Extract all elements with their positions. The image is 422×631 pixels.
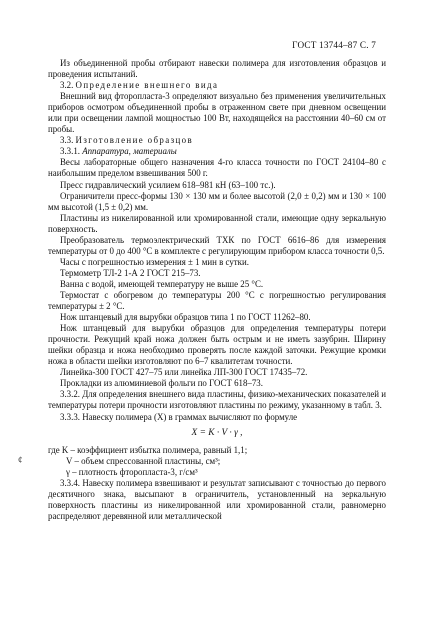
- paragraph-15: Прокладки из алюминиевой фольги по ГОСТ 618–73.: [60, 378, 263, 389]
- paragraph-10: Ванна с водой, имеющей температуру не выше 25 °С.: [60, 278, 264, 289]
- paragraph-13: Нож штанцевый для вырубки образцов для определения температуры потери прочности. Режущий край ножа должен быть острым и не иметь зазубрин. Ширину шейки образца и ножа необходимо проверять после каждой заточки. Режущие кромки ножа в области шейки изготовляют по 6–7 квалитетам точности.: [48, 323, 386, 367]
- section-3-3-heading: [48, 135, 386, 146]
- section-title: Аппаратура, материалы: [82, 146, 177, 157]
- section-title: Изготовление образцов: [75, 135, 194, 146]
- paragraph-5: Ограничители пресс-формы 130 × 130 мм и более высотой (2,0 ± 0,2) мм и 130 × 100 мм высотой (1,5 ± 0,2) мм.: [48, 190, 386, 212]
- paragraph-11: Термостат с обогревом до температуры 200 °С с погрешностью регулирования температуры ± 2 °С.: [48, 289, 386, 312]
- paragraph-6: Пластины из никелированной или хромированной стали, имеющие одну зеркальную поверхность.: [48, 212, 386, 234]
- document-body: [48, 58, 386, 522]
- section-3-3-1-heading: [48, 146, 386, 157]
- where-line-3: γ – плотность фторопласта-3, г/см³: [66, 466, 198, 477]
- section-number: 3.3.: [60, 135, 74, 146]
- paragraph-14: Линейка-300 ГОСТ 427–75 или линейка ЛП-300 ГОСТ 17435–72.: [60, 367, 308, 378]
- paragraph-3: Весы лабораторные общего назначения 4-го класса точности по ГОСТ 24104–80 с наибольшим пределом взвешивания 500 г.: [48, 157, 386, 179]
- formula: X = K · V · γ ,: [191, 427, 243, 438]
- paragraph-17: 3.3.3. Навеску полимера (X) в граммах вычисляют по формуле: [60, 411, 298, 422]
- paragraph-1: Из объединенной пробы отбирают навески полимера для изготовления образцов и проведения испытаний.: [48, 58, 386, 80]
- margin-mark: ¢: [18, 455, 23, 465]
- paragraph-7: Преобразователь термоэлектрический ТХК по ГОСТ 6616–86 для измерения температуры от 0 до 400 °С в комплекте с регулирующим прибором класса точности 0,5.: [48, 234, 386, 256]
- page-header: ГОСТ 13744–87 С. 7: [292, 40, 376, 50]
- paragraph-9: Термометр ТЛ-2 1-А 2 ГОСТ 215–73.: [60, 267, 201, 278]
- section-3-2-heading: [48, 80, 386, 91]
- section-number: 3.3.1.: [60, 146, 80, 157]
- where-line-1: где K – коэффициент избытка полимера, равный 1,1;: [48, 444, 248, 455]
- section-title: Определение внешнего вида: [75, 80, 219, 91]
- section-number: 3.2.: [60, 80, 74, 91]
- paragraph-18: 3.3.4. Навеску полимера взвешивают и результат записывают с точностью до первого десятичного знака, высыпают в ограничитель, установленный на зеркальную поверхность пластины из никелированной или хромированной стали, равномерно распределяют деревянной или металлической: [48, 477, 386, 521]
- paragraph-12: Нож штанцевый для вырубки образцов типа 1 по ГОСТ 11262–80.: [60, 312, 311, 323]
- paragraph-8: Часы с погрешностью измерения ± 1 мин в сутки.: [60, 256, 249, 267]
- paragraph-16: 3.3.2. Для определения внешнего вида пластины, физико-механических показателей и температуры потери прочности изготовляют пластины по режиму, указанному в табл. 3.: [48, 389, 386, 411]
- paragraph-4: Пресс гидравлический усилием 618–981 кН (63–100 тс.).: [60, 179, 276, 190]
- paragraph-2: Внешний вид фторопласта-3 определяют визуально без применения увеличительных приборов осмотром объединенной пробы в отраженном свете при дневном освещении или при освещении лампой мощностью 100 Вт, находящейся на расстоянии 40–60 см от пробы.: [48, 91, 386, 135]
- where-line-2: V – объем спрессованной пластины, см³;: [66, 455, 221, 466]
